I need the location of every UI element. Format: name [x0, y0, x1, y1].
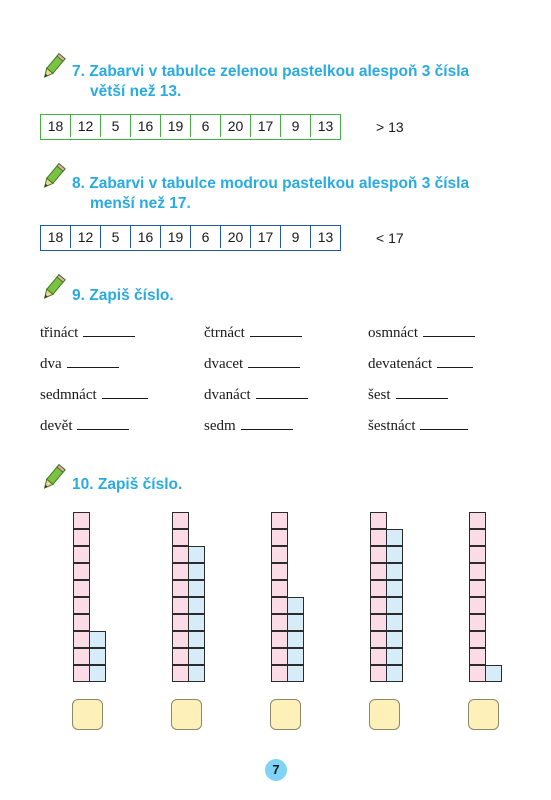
word-label: devět: [40, 418, 73, 434]
number-cell[interactable]: 6: [191, 226, 221, 248]
one-unit-square: [287, 614, 304, 631]
word-item: [368, 387, 448, 404]
task7-title-line1: 7. Zabarvi v tabulce zelenou pastelkou alespoň 3 čísla: [72, 63, 470, 80]
one-unit-square: [188, 580, 205, 597]
ten-unit-square: [172, 580, 189, 597]
one-unit-square: [188, 648, 205, 665]
word-item: [204, 387, 308, 404]
answer-box[interactable]: [369, 699, 400, 730]
ten-unit-square: [271, 665, 288, 682]
word-label: osmnáct: [368, 325, 418, 341]
number-cell[interactable]: 17: [251, 226, 281, 248]
one-unit-square: [386, 580, 403, 597]
answer-line[interactable]: [420, 428, 468, 430]
ten-unit-square: [172, 614, 189, 631]
ten-unit-square: [73, 529, 90, 546]
answer-line[interactable]: [67, 366, 119, 368]
one-unit-square: [386, 597, 403, 614]
word-label: sedmnáct: [40, 387, 97, 403]
ten-unit-square: [271, 546, 288, 563]
ten-unit-square: [469, 631, 486, 648]
one-unit-square: [188, 614, 205, 631]
word-label: třináct: [40, 325, 79, 341]
ten-unit-square: [172, 631, 189, 648]
pencil-icon: [38, 52, 68, 82]
pencil-icon: [38, 463, 68, 493]
ten-unit-square: [370, 648, 387, 665]
ten-unit-square: [370, 546, 387, 563]
one-unit-square: [386, 614, 403, 631]
word-label: dvanáct: [204, 387, 251, 403]
ten-unit-square: [271, 597, 288, 614]
number-cell[interactable]: 5: [101, 226, 131, 248]
task9-title: 9. Zapiš číslo.: [72, 287, 174, 304]
task8-comparison: < 17: [376, 230, 404, 246]
answer-line[interactable]: [77, 428, 129, 430]
ten-unit-square: [172, 648, 189, 665]
one-unit-square: [89, 631, 106, 648]
number-cell[interactable]: 12: [71, 226, 101, 248]
ten-unit-square: [469, 614, 486, 631]
number-cell[interactable]: 16: [131, 226, 161, 248]
answer-line[interactable]: [83, 335, 135, 337]
one-unit-square: [188, 563, 205, 580]
answer-box[interactable]: [270, 699, 301, 730]
number-cell[interactable]: 19: [161, 115, 191, 137]
ten-unit-square: [370, 529, 387, 546]
answer-box[interactable]: [171, 699, 202, 730]
task7-comparison: > 13: [376, 119, 404, 135]
one-unit-square: [287, 597, 304, 614]
number-cell[interactable]: 5: [101, 115, 131, 137]
one-unit-square: [386, 665, 403, 682]
number-cell[interactable]: 20: [221, 115, 251, 137]
ten-unit-square: [73, 563, 90, 580]
ten-unit-square: [370, 563, 387, 580]
answer-line[interactable]: [248, 366, 300, 368]
word-label: šestnáct: [368, 418, 416, 434]
one-unit-square: [386, 631, 403, 648]
pencil-icon: [38, 162, 68, 192]
word-item: [204, 356, 300, 373]
answer-line[interactable]: [102, 397, 148, 399]
ten-unit-square: [469, 580, 486, 597]
ten-unit-square: [271, 563, 288, 580]
ten-unit-square: [172, 563, 189, 580]
one-unit-square: [287, 665, 304, 682]
task8-heading: [72, 174, 469, 214]
ten-unit-square: [469, 563, 486, 580]
task8-number-table: [40, 225, 341, 251]
task7-number-table: [40, 114, 341, 140]
word-item: [40, 356, 119, 373]
task10-title: 10. Zapiš číslo.: [72, 476, 183, 493]
ten-unit-square: [370, 512, 387, 529]
ten-unit-square: [469, 512, 486, 529]
ten-unit-square: [271, 614, 288, 631]
number-cell[interactable]: 6: [191, 115, 221, 137]
word-item: [40, 418, 129, 435]
task8-title-line1: 8. Zabarvi v tabulce modrou pastelkou alespoň 3 čísla: [72, 175, 470, 192]
ten-unit-square: [271, 512, 288, 529]
number-cell[interactable]: 16: [131, 115, 161, 137]
answer-line[interactable]: [396, 397, 448, 399]
one-unit-square: [485, 665, 502, 682]
number-cell[interactable]: 18: [41, 115, 71, 137]
answer-line[interactable]: [250, 335, 302, 337]
word-item: [204, 325, 302, 342]
ten-unit-square: [73, 631, 90, 648]
word-label: dvacet: [204, 356, 244, 372]
ten-unit-square: [370, 665, 387, 682]
word-label: devatenáct: [368, 356, 433, 372]
ten-unit-square: [469, 648, 486, 665]
one-unit-square: [287, 631, 304, 648]
word-label: čtrnáct: [204, 325, 245, 341]
ten-unit-square: [271, 580, 288, 597]
answer-line[interactable]: [423, 335, 475, 337]
answer-line[interactable]: [256, 397, 308, 399]
word-item: [368, 418, 468, 435]
ten-unit-square: [271, 648, 288, 665]
ten-unit-square: [172, 529, 189, 546]
one-unit-square: [188, 546, 205, 563]
number-cell[interactable]: 12: [71, 115, 101, 137]
ten-unit-square: [271, 631, 288, 648]
ten-unit-square: [73, 546, 90, 563]
page-number: 7: [265, 759, 287, 781]
ten-unit-square: [469, 665, 486, 682]
word-item: [40, 325, 135, 342]
ten-unit-square: [172, 546, 189, 563]
ten-unit-square: [73, 597, 90, 614]
ten-unit-square: [73, 665, 90, 682]
one-unit-square: [89, 665, 106, 682]
answer-line[interactable]: [437, 366, 473, 368]
ten-unit-square: [172, 665, 189, 682]
ten-unit-square: [172, 597, 189, 614]
ten-unit-square: [73, 580, 90, 597]
answer-box[interactable]: [72, 699, 103, 730]
task8-title-line2: menší než 17.: [90, 195, 191, 212]
ten-unit-square: [370, 597, 387, 614]
word-item: [368, 356, 473, 373]
ten-unit-square: [73, 648, 90, 665]
number-cell[interactable]: 19: [161, 226, 191, 248]
ten-unit-square: [73, 614, 90, 631]
number-cell[interactable]: 9: [281, 226, 311, 248]
one-unit-square: [89, 648, 106, 665]
answer-line[interactable]: [241, 428, 293, 430]
word-label: sedm: [204, 418, 236, 434]
number-cell[interactable]: 18: [41, 226, 71, 248]
one-unit-square: [188, 665, 205, 682]
one-unit-square: [386, 529, 403, 546]
ten-unit-square: [370, 580, 387, 597]
number-cell[interactable]: 17: [251, 115, 281, 137]
ten-unit-square: [73, 512, 90, 529]
pencil-icon: [38, 273, 68, 303]
ten-unit-square: [469, 546, 486, 563]
number-cell[interactable]: 9: [281, 115, 311, 137]
task7-heading: [72, 62, 469, 102]
one-unit-square: [188, 631, 205, 648]
one-unit-square: [188, 597, 205, 614]
ten-unit-square: [469, 529, 486, 546]
word-item: [204, 418, 293, 435]
word-item: [40, 387, 148, 404]
one-unit-square: [386, 546, 403, 563]
ten-unit-square: [469, 597, 486, 614]
word-label: dva: [40, 356, 62, 372]
answer-box[interactable]: [468, 699, 499, 730]
ten-unit-square: [172, 512, 189, 529]
one-unit-square: [386, 648, 403, 665]
ten-unit-square: [370, 631, 387, 648]
one-unit-square: [287, 648, 304, 665]
number-cell[interactable]: 20: [221, 226, 251, 248]
number-cell[interactable]: 13: [317, 118, 334, 134]
word-item: [368, 325, 475, 342]
ten-unit-square: [370, 614, 387, 631]
task7-title-line2: větší než 13.: [90, 83, 182, 100]
ten-unit-square: [271, 529, 288, 546]
word-label: šest: [368, 387, 391, 403]
one-unit-square: [386, 563, 403, 580]
number-cell[interactable]: 13: [317, 229, 334, 245]
